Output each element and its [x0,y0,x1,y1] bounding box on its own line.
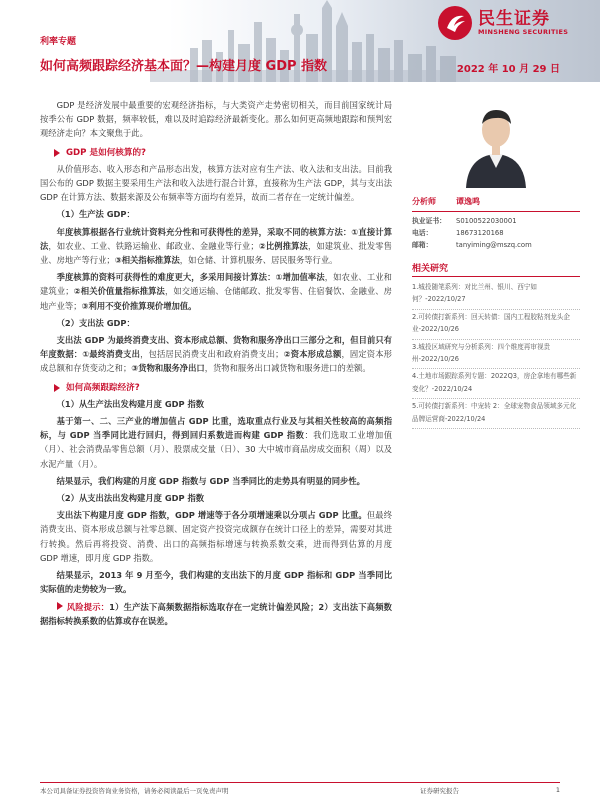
footer-report-type: 证券研究报告 [420,787,459,795]
license-row: 执业证书： S0100522030001 [412,217,517,225]
analyst-divider [412,211,580,212]
report-title: 如何高频跟踪经济基本面？—构建月度 GDP 指数 [40,59,328,74]
logo-text-cn: 民生证券 [478,9,550,29]
expenditure-paragraph: 支出法 GDP 为最终消费支出、资本形成总额、货物和服务净出口三部分之和，但目前只有年度数据：①最终消费支出，包括居民消费支出和政府消费支出；②资本形成总额，固定资本形成总额和存货变动之和；③货物和服务净出口，货物和服务出口减货物和服务进口的差额。 [40,335,392,374]
analyst-name: 谭逸鸣 [456,197,480,206]
section-arrow-icon [54,149,60,157]
section1-paragraph: 从价值形态、收入形态和产品形态出发，核算方法对应有生产法、收入法和支出法。目前我国公布的 GDP 数据主要采用生产法和收入法进行混合计算，直接称为生产法 GDP，其与支出法 GDP 在计算方法、数据来源及公布频率等方面均有差异，故而二者存在一定统计偏差。 [40,163,392,203]
analyst-photo [458,100,534,188]
subheading-expenditure-gdp: （2）支出法 GDP： [56,317,135,328]
production-result-paragraph: 结果显示，我们构建的月度 GDP 指数与 GDP 当季同比的走势具有明显的同步性。 [56,475,365,486]
expenditure-index-paragraph: 支出法下构建月度 GDP 指数，GDP 增速等于各分项增速乘以分项占 GDP 比重。但最终消费支出、资本形成总额与社零总额、固定资产投资完成额存在统计口径上的差异，需要对其进行转换。然后再将投资、消费、出口的高频指标增速与转换系数交乘，进而得到估算的月度 GDP 增速，即月度 GDP 指数。 [40,510,392,563]
logo-text-en: MINSHENG SECURITIES [478,28,569,36]
phone-row: 电话： 18673120168 [412,229,504,237]
section-arrow-icon [54,384,60,392]
analyst-header [412,196,580,207]
email-link[interactable]: tanyiming@mszq.com [456,241,532,249]
company-logo [438,6,568,40]
subheading-production-gdp: （1）生产法 GDP： [56,209,135,220]
report-body [40,98,392,628]
related-divider [412,276,580,277]
sidebar [412,98,580,429]
risk-warning: 风险提示：1）生产法下高频数据指标选取存在一定统计偏差风险；2）支出法下高频数据指标转换系数的估算或存在误差。 [40,601,392,626]
subheading-expenditure-index: （2）从支出法出发构建月度 GDP 指数 [56,493,205,504]
page-footer [40,786,560,795]
section-heading-gdp-accounting: GDP 是如何核算的? [40,146,392,160]
related-research-title: 相关研究 [412,264,449,274]
intro-paragraph: GDP 是经济发展中最重要的宏观经济指标，与大类资产走势密切相关，而目前国家统计局按季公布 GDP 数据，频率较低，难以及时追踪经济最新变化。那么如何更高频地跟踪和预判宏观经济走向？本文聚焦于此。 [40,100,392,139]
quarterly-accounting-paragraph: 季度核算的资料可获得性的难度更大，多采用间接计算法：①增加值率法，如农业、工业和建筑业；②相关价值量指标推算法，如交通运输、仓储邮政、批发零售、住宿餐饮、金融业、房地产业等；③利用不变价推算现价增加值。 [40,272,392,311]
related-item[interactable]: 4.土地市场跟踪系列专题：2022Q3，房企拿地有哪些新变化？-2022/10/24 [412,369,580,399]
related-item[interactable]: 2.可转债打新系列：回天转债：国内工程胶粘剂龙头企业-2022/10/26 [412,310,580,340]
annual-accounting-paragraph: 年度核算根据各行业统计资料充分性和可获得性的差异，采取不同的核算方法：①直接计算法，如农业、工业、铁路运输业、邮政业、金融业等行业；②比例推算法，如建筑业、批发零售业、房地产等行业；③相关指标推算法，如仓储、计算机服务、居民服务等行业。 [40,226,392,266]
footer-disclaimer: 本公司具备证券投资咨询业务资格，请务必阅读最后一页免责声明 [40,787,229,795]
expenditure-result-paragraph: 结果显示，2013 年 9 月至今，我们构建的支出法下的月度 GDP 指标和 GDP 当季同比实际值的走势较为一致。 [40,570,392,595]
report-date: 2022 年 10 月 29 日 [456,64,560,75]
report-type-label: 利率专题 [40,37,77,47]
email-row: 邮箱： tanyiming@mszq.com [412,241,532,249]
section-heading-tracking: 如何高频跟踪经济? [40,381,392,395]
analyst-label: 分析师 [412,197,436,206]
logo-mark-icon [438,6,472,40]
risk-arrow-icon [57,602,63,610]
page-number: 1 [555,786,560,794]
related-item[interactable]: 5.可转债打新系列：中宠转 2：全球宠物食品领域多元化品牌运营商-2022/10/24 [412,399,580,429]
page-header [0,0,600,82]
related-item[interactable]: 1.城投随笔系列：对比兰州、银川、西宁如何？-2022/10/27 [412,280,580,310]
footer-divider [40,782,560,783]
subheading-production-index: （1）从生产法出发构建月度 GDP 指数 [56,398,205,409]
related-item[interactable]: 3.城投区域研究与分析系列：四个维度再审视贵州-2022/10/26 [412,340,580,370]
production-index-paragraph: 基于第一、二、三产业的增加值占 GDP 比重，选取重点行业及与其相关性较高的高频指标，与 GDP 当季同比进行回归，得到回归系数进而构建 GDP 指数：我们选取工业增加值（月）、社会消费品零售总额（月）、股票成交量（日）、30 大中城市商品房成交面积（周）以及水泥产量（月）。 [40,416,392,469]
